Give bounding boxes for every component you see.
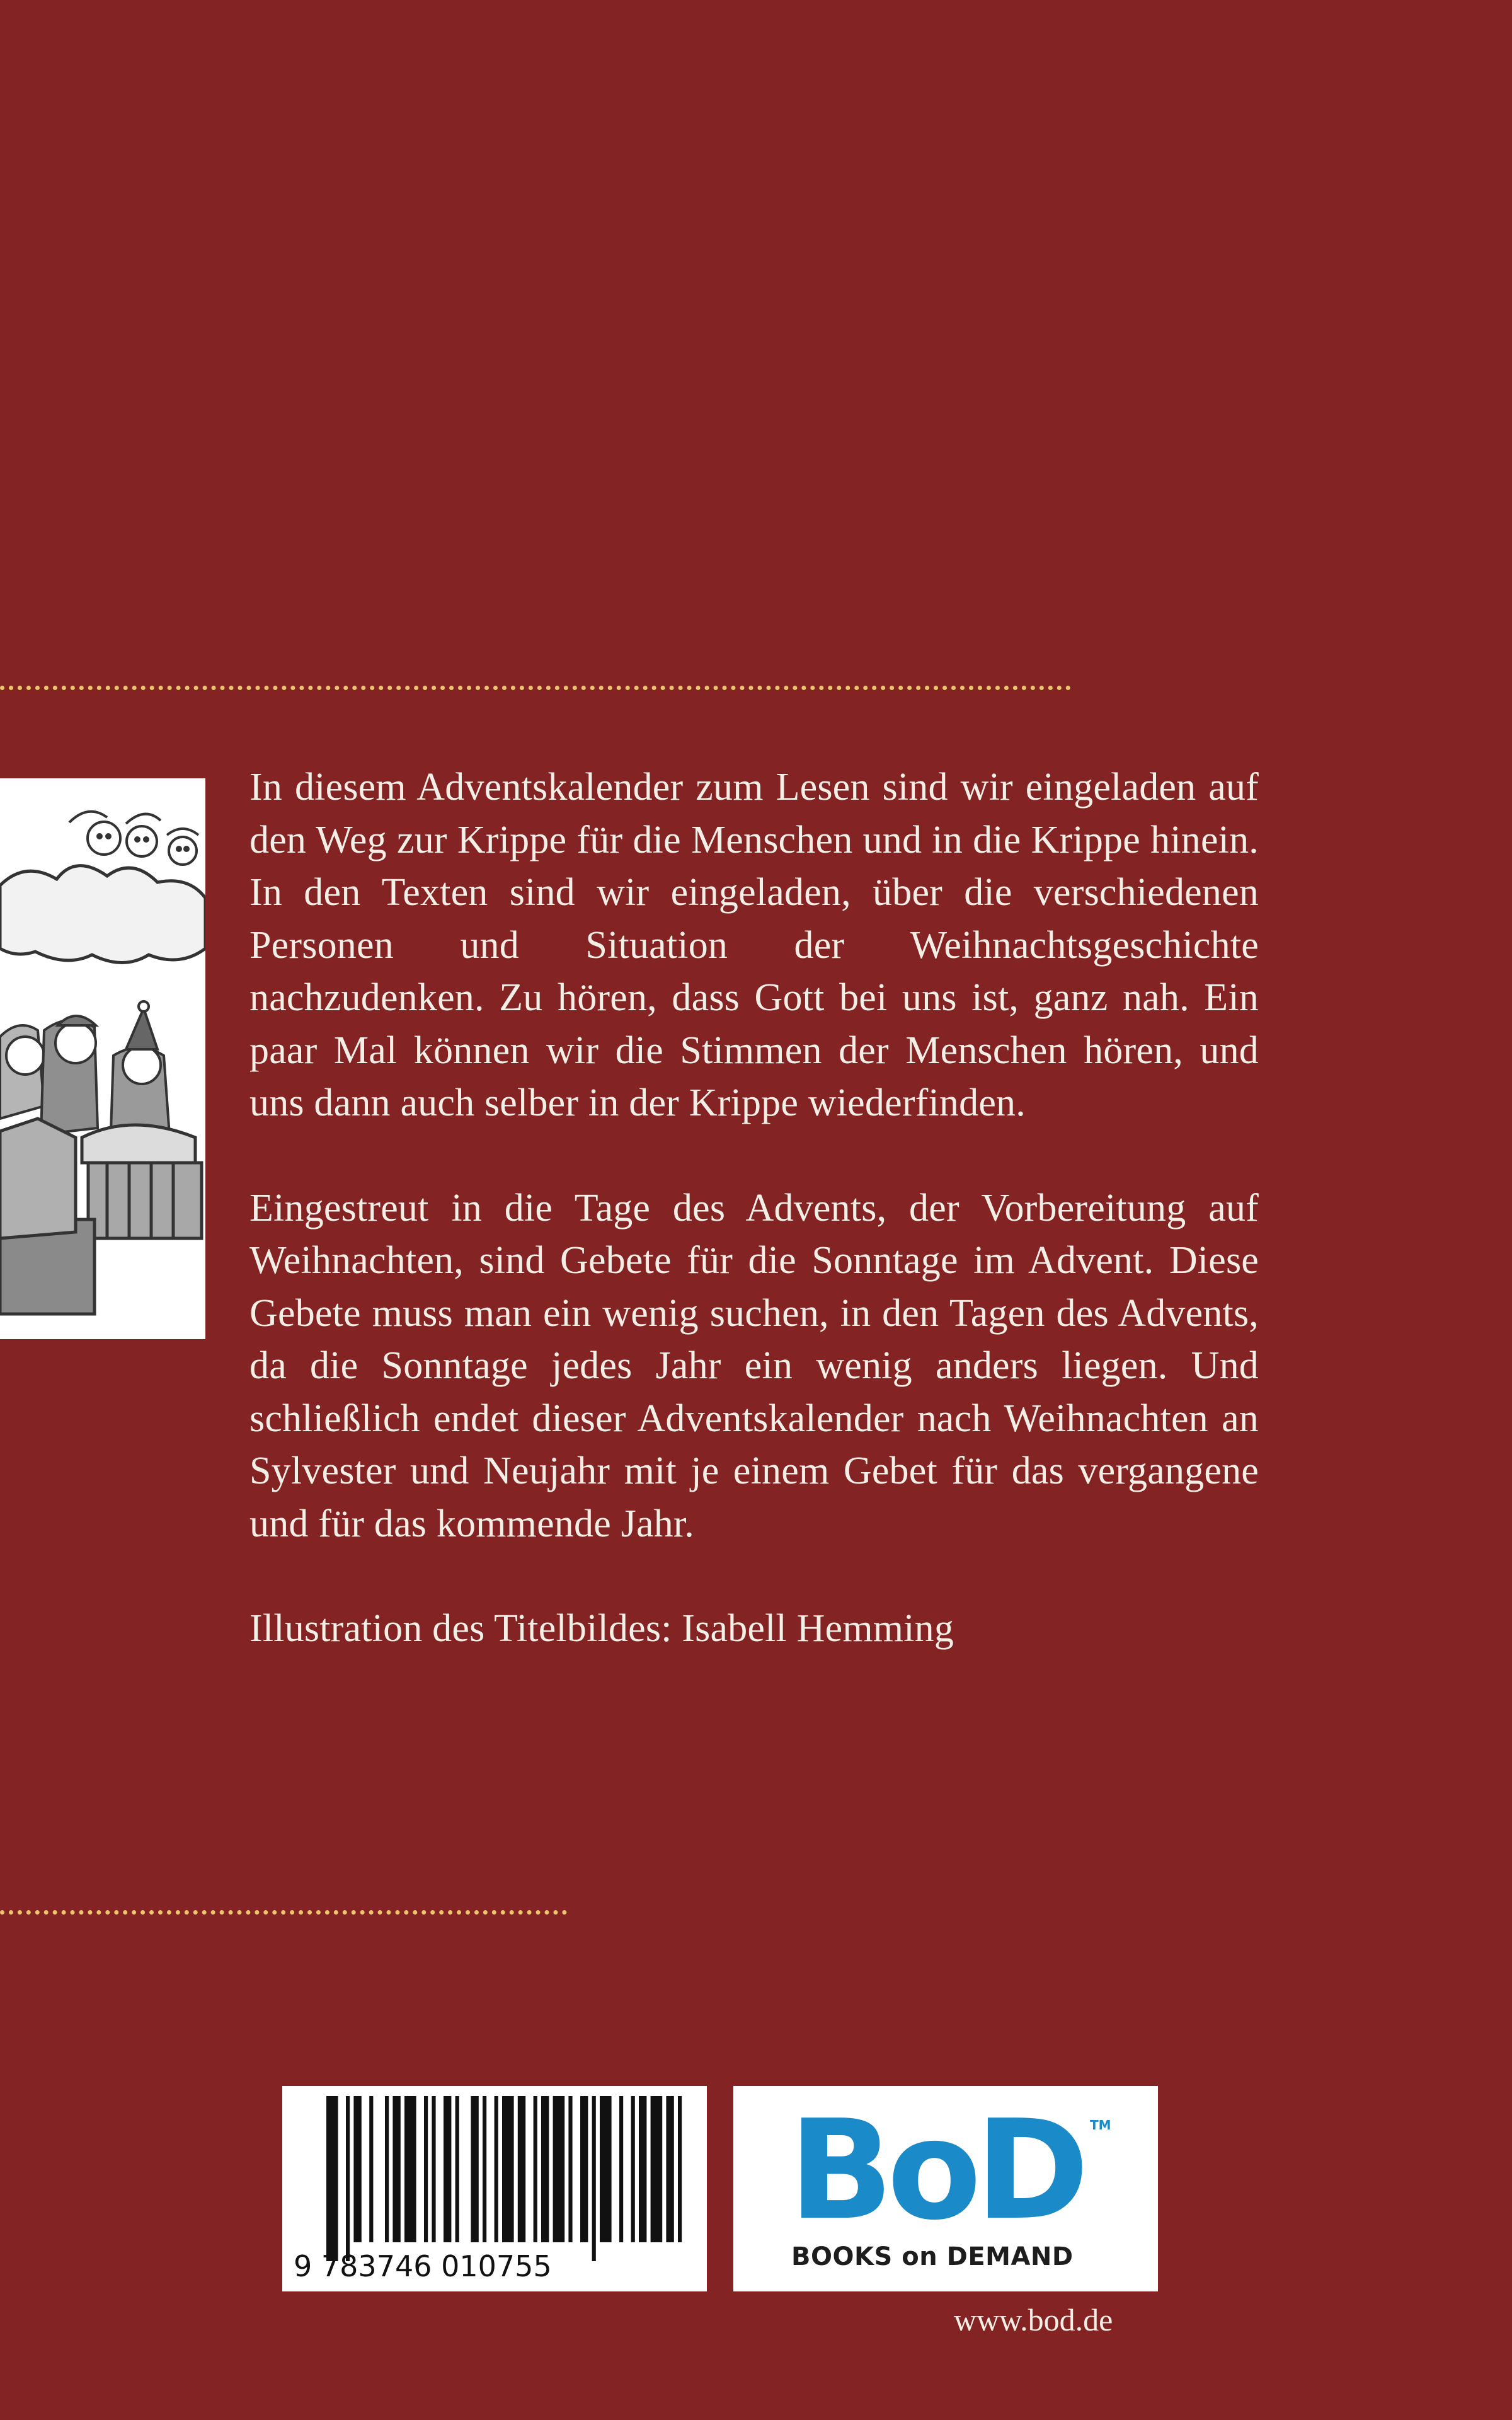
barcode-bar [326, 2096, 338, 2261]
barcode-bar [471, 2096, 478, 2242]
barcode-bar [678, 2096, 682, 2242]
barcode-bar [541, 2096, 549, 2242]
barcode-bar [631, 2096, 635, 2242]
trademark-mark: TM [1090, 2118, 1111, 2133]
nativity-illustration [0, 778, 205, 1339]
publisher-tagline: BOOKS on DEMAND [791, 2242, 1074, 2271]
barcode-bar [483, 2096, 486, 2242]
isbn-barcode [282, 2086, 707, 2291]
publisher-logo [733, 2086, 1158, 2291]
barcode-bar [651, 2096, 663, 2242]
barcode-bar [432, 2096, 435, 2242]
publisher-website: www.bod.de [954, 2302, 1113, 2337]
barcode-bar [666, 2096, 673, 2242]
barcode-bar [346, 2096, 350, 2261]
blurb-paragraph-1: In diesem Adventskalender zum Lesen sind wir eingeladen auf den Weg zur Krippe für die Menschen und in die Krippe hinein. In den Texten sind wir eingeladen, über die verschiedenen Personen und Situation der Weihnachtsgeschichte nachzudenken. Zu hören, dass Gott bei uns ist, ganz nah. Ein paar Mal können wir die Stimmen der Menschen hören, und uns dann auch selber in der Krippe wiederfinden. [249, 766, 1259, 1124]
barcode-bar [404, 2096, 416, 2242]
bod-logo-text: BoD [789, 2091, 1083, 2250]
barcode-bar [518, 2096, 525, 2242]
blurb-paragraph-2: Eingestreut in die Tage des Advents, der Vorbereitung auf Weihnachten, sind Gebete für die Sonntage im Advent. Diese Gebete muss man ein wenig suchen, in den Tagen des Advents, da die Sonntage jedes Jahr ein wenig anders liegen. Und schließlich endet dieser Adventskalender nach Weihnachten an Sylvester und Neujahr mit je einem Gebet für das vergangene und für das kommende Jahr. [249, 1186, 1259, 1545]
back-cover-blurb [249, 761, 1259, 1656]
barcode-bar [455, 2096, 459, 2242]
barcode-bar [444, 2096, 451, 2242]
barcode-bar [392, 2096, 400, 2242]
barcode-bar [424, 2096, 428, 2242]
barcode-bar [600, 2096, 612, 2242]
barcode-bar [568, 2096, 572, 2242]
barcode-bar [592, 2096, 596, 2261]
barcode-bar [639, 2096, 646, 2242]
barcode-bar [534, 2096, 537, 2242]
illustration-credit: Illustration des Titelbildes: Isabell Hemming [249, 1607, 954, 1650]
top-dotted-rule [0, 686, 1071, 690]
barcode-bar [385, 2096, 389, 2242]
barcode-bar [369, 2096, 373, 2242]
bottom-dotted-rule [0, 1910, 567, 1915]
barcode-bar [553, 2096, 565, 2242]
barcode-bar [580, 2096, 588, 2242]
isbn-number: 9 783746 010755 [294, 2249, 552, 2283]
barcode-bar [353, 2096, 361, 2242]
barcode-bar [502, 2096, 514, 2242]
barcode-bar [495, 2096, 498, 2242]
barcode-bar [619, 2096, 623, 2242]
barcode-bars [326, 2096, 682, 2261]
